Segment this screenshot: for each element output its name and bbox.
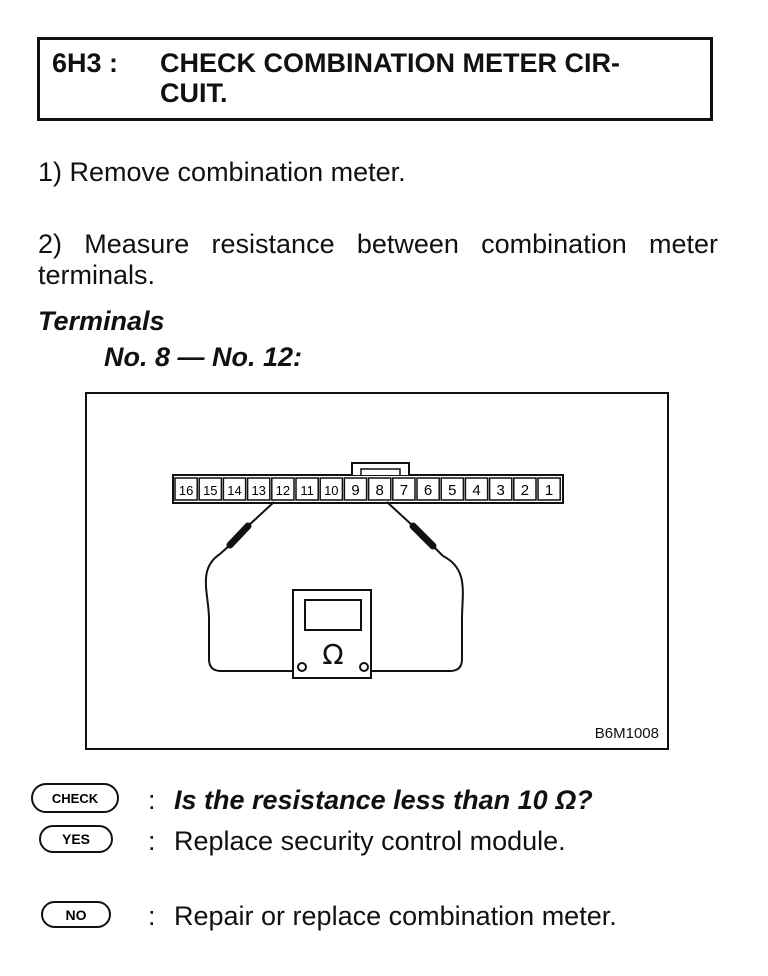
yes-badge-icon (30, 823, 122, 857)
yes-action: Replace security control module. (174, 826, 566, 856)
check-label: CHECK (51, 791, 99, 806)
check-question: Is the resistance less than 10 Ω? (174, 785, 593, 815)
connector-pin-label: 16 (178, 483, 194, 498)
instruction-step-2: 2) Measure resistance between combination meter terminals. (38, 229, 718, 290)
connector-icon (173, 463, 563, 503)
connector-pin-label: 9 (351, 482, 360, 499)
connector-pin-label: 7 (399, 482, 409, 499)
no-badge-icon (30, 898, 122, 932)
connector-pin-label: 3 (496, 482, 505, 499)
connector-pin-label: 2 (520, 482, 530, 499)
yes-label: YES (61, 831, 91, 847)
ohm-symbol: Ω (322, 638, 344, 671)
connector-pin-label: 10 (324, 483, 339, 498)
connector-pin-label: 4 (472, 482, 481, 499)
connector-pin-label: 11 (300, 483, 314, 498)
connector-pin-label: 14 (227, 483, 242, 498)
step-header-box (37, 37, 713, 121)
terminals-heading: Terminals (38, 306, 165, 336)
connector-pin-label: 13 (251, 483, 266, 498)
step-title: CHECK COMBINATION METER CIR- CUIT. (160, 48, 620, 108)
colon: : (148, 785, 156, 815)
probe-icon (206, 502, 299, 671)
connector-pin-label: 6 (423, 482, 433, 499)
connector-pin-label: 12 (275, 483, 291, 498)
terminals-value: No. 8 — No. 12: (104, 342, 303, 372)
figure-id: B6M1008 (594, 725, 659, 742)
no-label: NO (65, 907, 87, 923)
check-badge-icon (30, 782, 122, 816)
connector-pin-label: 5 (448, 482, 457, 499)
instruction-step-1: 1) Remove combination meter. (38, 157, 406, 187)
colon: : (148, 826, 156, 856)
connector-pin-label: 1 (544, 482, 554, 499)
connector-pin-label: 8 (375, 482, 384, 499)
ohmmeter-diagram (87, 394, 667, 748)
probe-icon (367, 502, 463, 671)
measurement-figure (85, 392, 669, 750)
colon: : (148, 901, 156, 931)
connector-pin-label: 15 (203, 483, 218, 498)
no-action: Repair or replace combination meter. (174, 901, 617, 931)
step-number: 6H3 : (52, 48, 119, 78)
